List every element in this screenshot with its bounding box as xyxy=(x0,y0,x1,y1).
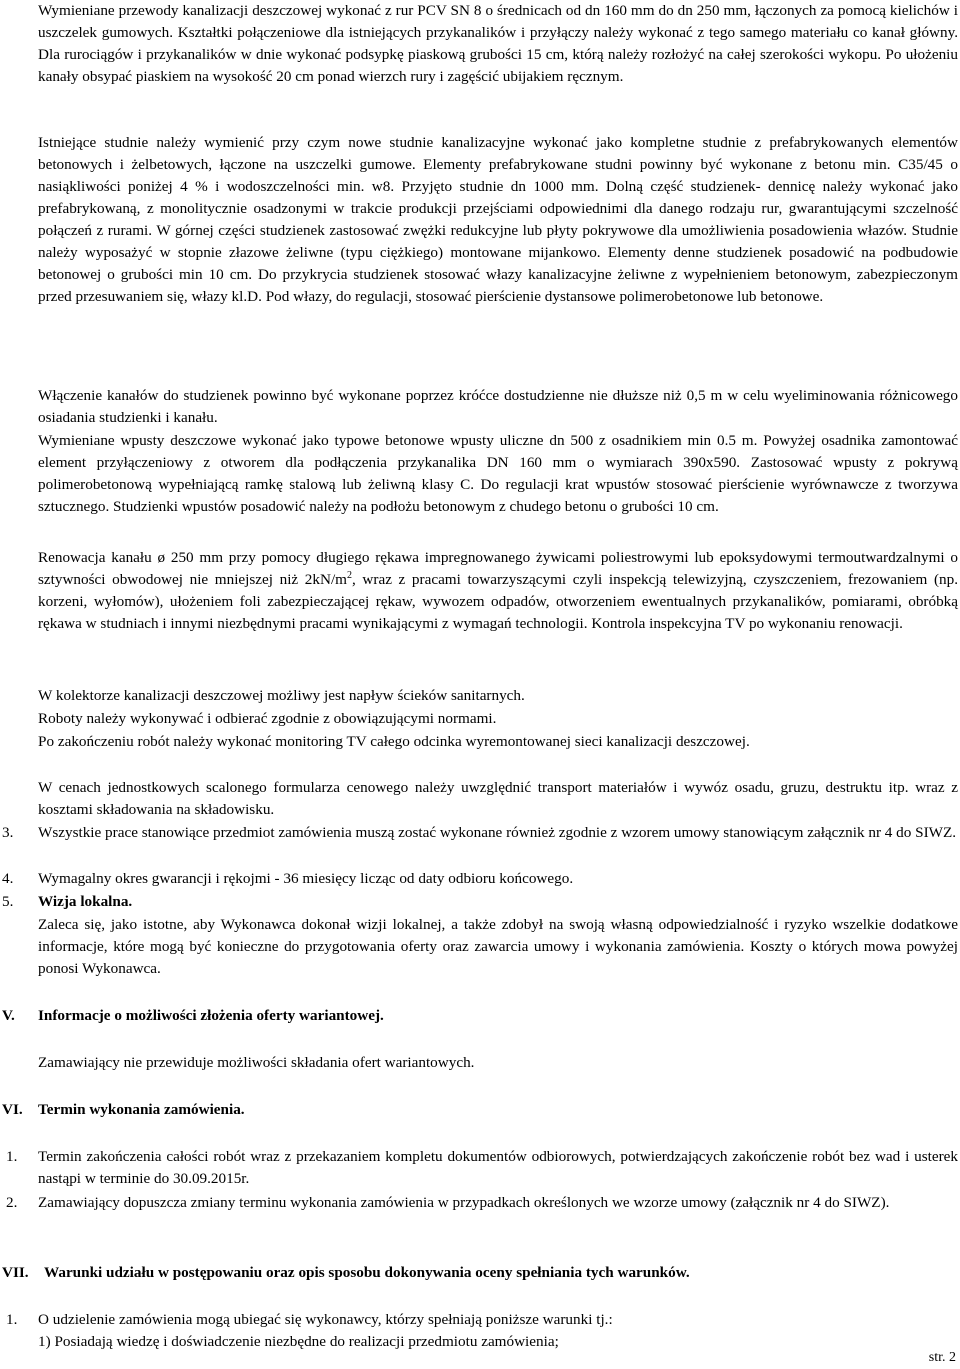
section-numeral: VII. xyxy=(2,1264,29,1281)
paragraph-connections: Włączenie kanałów do studzienek powinno być wykonane poprzez króćce dostudzienne nie dłuższe niż 0,5 m w celu wyeliminowania różnicowego osiadania studzienki i kanału. xyxy=(38,387,958,426)
renovation-text-end: , wraz z pracami towarzyszącymi czyli inspekcją telewizyjną, czyszczeniem, frezowaniem (np. korzeni, wyłomów), ułożeniem foli zabezpieczającej rękaw, wywozem odpadów, otworzeniem ewentualnych przykanalików, pomiarami, obróbką rękawa w studniach i innymi niezbędnymi pracami wynikającymi z wymagań technologii. Kontrola inspekcyjna TV po wykonaniu renowacji. xyxy=(38,571,958,632)
paragraph-inlets: Wymieniane wpusty deszczowe wykonać jako typowe betonowe wpusty uliczne dn 500 z osadnikiem min 0.5 m. Powyżej osadnika zamontować element przyłączeniowy z otworem dla podłączenia przykanalika DN 160 mm o wymiarach 390x590. Zastosować wpusty z pokrywą polimerobetonową wypełniającą ramkę stalową lub żeliwną klasy C. Do regulacji krat wpustów stosować pierścienie wyrównawcze z tworzywa sztucznego. Studzienki wpustów posadowić należy na podłożu betonowym z chudego betonu o grubości 10 cm. xyxy=(38,432,958,515)
item-deadline-changes: Zamawiający dopuszcza zmiany terminu wykonania zamówienia w przypadkach określonych we wzorze umowy (załącznik nr 4 do SIWZ). xyxy=(38,1194,890,1211)
paragraph-monitoring: Po zakończeniu robót należy wykonać monitoring TV całego odcinka wyremontowanej sieci kanalizacji deszczowej. xyxy=(38,733,750,750)
page-number: str. 2 xyxy=(928,1350,956,1365)
section-numeral: V. xyxy=(2,1007,15,1024)
paragraph-variant-offers: Zamawiający nie przewiduje możliwości składania ofert wariantowych. xyxy=(38,1054,475,1071)
section-heading: Warunki udziału w postępowaniu oraz opis sposobu dokonywania oceny spełniania tych warunków. xyxy=(44,1264,690,1281)
item-eligibility: O udzielenie zamówienia mogą ubiegać się wykonawcy, którzy spełniają poniższe warunki tj.: xyxy=(38,1311,613,1328)
section-numeral: VI. xyxy=(2,1101,23,1118)
paragraph-unit-prices: W cenach jednostkowych scalonego formularza cenowego należy uwzględnić transport materiałów i wywóz osadu, gruzu, destruktu itp. wraz z kosztami składowania na składowisku. xyxy=(38,779,958,818)
paragraph-renovation xyxy=(38,547,958,635)
paragraph-site-visit: Zaleca się, jako istotne, aby Wykonawca dokonał wizji lokalnej, a także zdobył na swoją własną odpowiedzialność i ryzyko wszelkie dodatkowe informacje, które mogą być konieczne do przygotowania oferty oraz zawarcia umowy i wykonania zamówienia. Koszty o których mowa powyżej ponosi Wykonawca. xyxy=(38,916,958,977)
renovation-text-start: Renowacja kanału ø 250 mm przy pomocy długiego rękawa impregnowanego żywicami poliestrowymi lub epoksydowymi termoutwardzalnymi o sztywności obwodowej nie mniejszej niż 2kN/m xyxy=(38,549,958,588)
paragraph-wells: Istniejące studnie należy wymienić przy czym nowe studnie kanalizacyjne wykonać jako kompletne studnie z prefabrykowanych elementów betonowych i żelbetowych, łączone na uszczelki gumowe. Elementy prefabrykowane studni powinny być wykonane z betonu min. C35/45 o nasiąkliwości poniżej 4 % i wodoszczelności min. w8. Przyjęto studnie dn 1000 mm. Dolną część studzienek- dennicę należy wykonać jako prefabrykowaną, z monolitycznie osadzonymi w trakcie produkcji przejściami odpowiednimi dla danego rodzaju rur, gwarantującymi szczelność połączeń z rurami. W górnej części studzienek zastosować zwężki redukcyjne lub płyty pokrywowe dla umożliwienia posadowienia włazów. Studnie należy wyposażyć w stopnie złazowe żeliwne (typu ciężkiego) montowane mijankowo. Elementy denne studzienek posadowić na podbudowie betonowej o grubości min 10 cm. Do przykrycia studzienek stosować włazy kanalizacyjne żeliwne z wypełnieniem betonowym, zabezpieczonym przed przesuwaniem się, włazy kl.D. Pod włazy, do regulacji, stosować pierścienie dystansowe polimerobetonowe lub betonowe. xyxy=(38,134,958,305)
item-number: 1. xyxy=(6,1311,18,1328)
item-number: 4. xyxy=(2,870,14,887)
item-number: 1. xyxy=(6,1148,18,1165)
item-deadline: Termin zakończenia całości robót wraz z przekazaniem kompletu dokumentów odbiorowych, potwierdzających zakończenie robót bez wad i usterek nastąpi w terminie do 30.09.2015r. xyxy=(38,1148,958,1187)
section-heading: Termin wykonania zamówienia. xyxy=(38,1101,245,1118)
superscript: 2 xyxy=(347,569,352,581)
paragraph-pipes: Wymieniane przewody kanalizacji deszczowej wykonać z rur PCV SN 8 o średnicach od dn 160 mm do dn 250 mm, łączonych za pomocą kielichów i uszczelek gumowych. Kształtki połączeniowe dla istniejących przykanalików i przyłączy należy wykonać z tego samego materiału co kanał główny. Dla rurociągów i przykanalików w dnie wykonać podsypkę piaskową grubości 15 cm, którą należy rozłożyć na całej szerokości wykopu. Po ułożeniu kanały obsypać piaskiem na wysokość 20 cm ponad wierzch rury i zagęścić ubijakiem ręcznym. xyxy=(38,2,958,85)
item-number: 3. xyxy=(2,824,14,841)
paragraph-norms: Roboty należy wykonywać i odbierać zgodnie z obowiązującymi normami. xyxy=(38,710,497,727)
paragraph-sewage-inflow: W kolektorze kanalizacji deszczowej możliwy jest napływ ścieków sanitarnych. xyxy=(38,687,525,704)
item-number: 2. xyxy=(6,1194,18,1211)
item-contract-compliance: Wszystkie prace stanowiące przedmiot zamówienia muszą zostać wykonane również zgodnie z wzorem umowy stanowiącym załącznik nr 4 do SIWZ. xyxy=(38,824,957,841)
subitem-experience: 1) Posiadają wiedzę i doświadczenie niezbędne do realizacji przedmiotu zamówienia; xyxy=(38,1333,559,1350)
section-heading: Informacje o możliwości złożenia oferty wariantowej. xyxy=(38,1007,384,1024)
item-number: 5. xyxy=(2,893,14,910)
item-heading-site-visit: Wizja lokalna. xyxy=(38,893,133,910)
item-warranty: Wymagalny okres gwarancji i rękojmi - 36 miesięcy licząc od daty odbioru końcowego. xyxy=(38,870,574,887)
